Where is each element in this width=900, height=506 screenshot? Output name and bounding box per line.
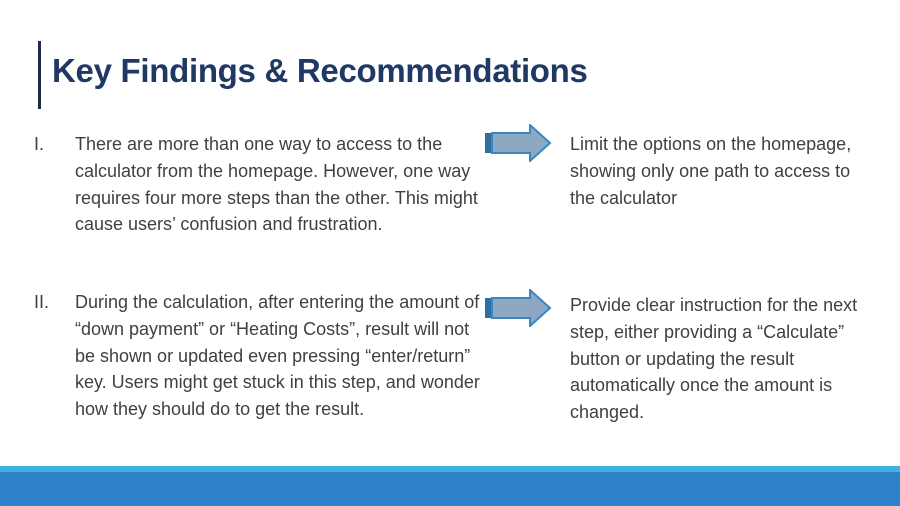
recommendation-item-1: Limit the options on the homepage, showing only one path to access to the calculator <box>570 134 852 208</box>
finding-text: There are more than one way to access to the calculator from the homepage. However, one way requires four more steps than the other. This might cause users’ confusion and frustration. <box>75 134 478 235</box>
finding-text: During the calculation, after entering the amount of “down payment” or “Heating Costs”, result will not be shown or updated even pressing “enter/return” key. Users might get stuck in this step, and wonder how they should do to get the result. <box>75 292 480 420</box>
right-arrow-icon <box>484 289 552 327</box>
right-arrow-icon <box>484 124 552 162</box>
title-accent-bar <box>38 41 41 109</box>
recommendation-item-2: Provide clear instruction for the next step, either providing a “Calculate” button or updating the result automatically once the amount is changed. <box>570 295 858 423</box>
footer-bar <box>0 472 900 506</box>
finding-numeral: I. <box>34 134 45 154</box>
finding-numeral: II. <box>34 292 50 312</box>
page-title: Key Findings & Recommendations <box>52 52 588 89</box>
